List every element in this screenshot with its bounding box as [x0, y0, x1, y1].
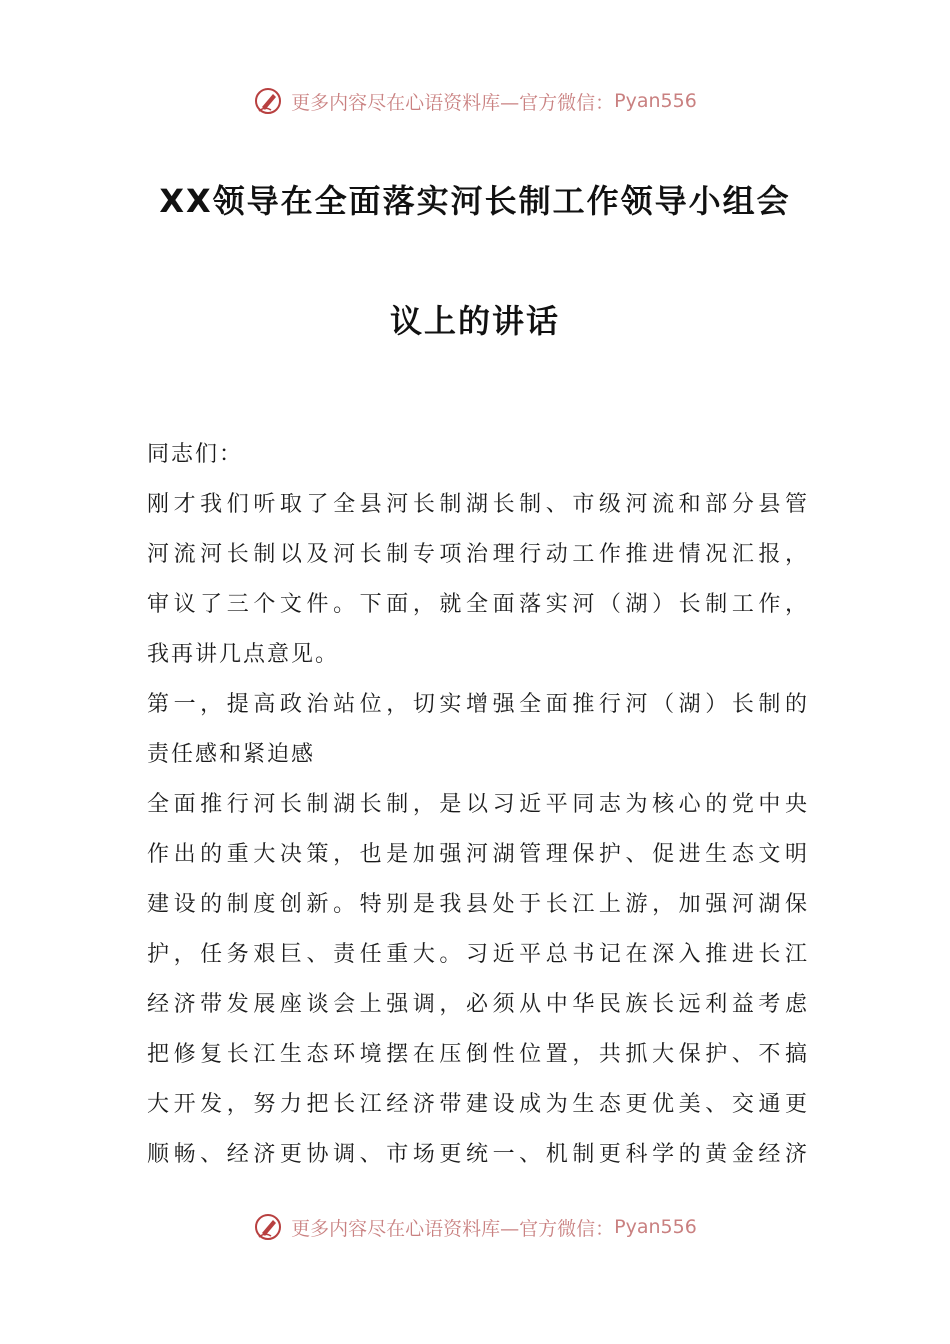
body-line: 河流河长制以及河长制专项治理行动工作推进情况汇报， [147, 542, 807, 567]
body-line: 责任感和紧迫感 [147, 742, 316, 767]
watermark-header [0, 86, 950, 116]
document-title-line-1: XX领导在全面落实河长制工作领导小组会 [159, 182, 791, 220]
watermark-text: 更多内容尽在心语资料库—官方微信： [291, 1217, 615, 1240]
body-line: 第一，提高政治站位，切实增强全面推行河（湖）长制的 [147, 692, 807, 717]
document-body [147, 430, 807, 1180]
pen-logo-icon [253, 86, 283, 116]
body-line: 审议了三个文件。下面，就全面落实河（湖）长制工作， [147, 592, 807, 617]
document-title-line-2: 议上的讲话 [389, 302, 560, 340]
watermark-handle: Pyan556 [614, 1216, 697, 1238]
body-line: 大开发，努力把长江经济带建设成为生态更优美、交通更 [147, 1092, 807, 1117]
body-line: 把修复长江生态环境摆在压倒性位置，共抓大保护、不搞 [147, 1042, 807, 1067]
watermark-footer [0, 1212, 950, 1242]
watermark-text: 更多内容尽在心语资料库—官方微信： [291, 91, 615, 114]
body-line: 顺畅、经济更协调、市场更统一、机制更科学的黄金经济 [147, 1142, 807, 1167]
body-line: 护，任务艰巨、责任重大。习近平总书记在深入推进长江 [147, 942, 807, 967]
body-line: 我再讲几点意见。 [147, 642, 340, 667]
watermark-handle: Pyan556 [614, 90, 697, 112]
body-line: 作出的重大决策，也是加强河湖管理保护、促进生态文明 [147, 842, 807, 867]
body-line: 建设的制度创新。特别是我县处于长江上游，加强河湖保 [147, 892, 807, 917]
pen-logo-icon [253, 1212, 283, 1242]
body-line: 刚才我们听取了全县河长制湖长制、市级河流和部分县管 [147, 492, 807, 517]
body-line: 经济带发展座谈会上强调，必须从中华民族长远利益考虑 [147, 992, 807, 1017]
body-line: 同志们： [147, 442, 244, 467]
body-line: 全面推行河长制湖长制，是以习近平同志为核心的党中央 [147, 792, 807, 817]
